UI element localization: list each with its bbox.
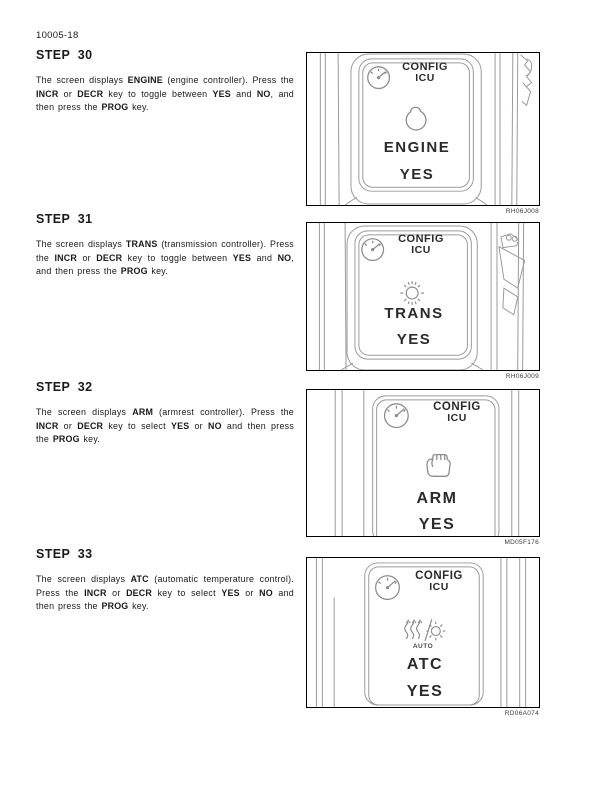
step-31-block (36, 212, 294, 279)
step-30-heading: STEP 30 (36, 48, 93, 62)
fist-icon (427, 455, 450, 477)
sun-icon (400, 281, 424, 305)
screen-label: ENGINE (383, 139, 451, 156)
figure-caption: MD05F176 (504, 539, 539, 546)
screen-header-line1: CONFIG (398, 233, 444, 245)
screen-header-line2: ICU (411, 243, 431, 256)
step-33-paragraph: The screen displays ATC (automatic temperature control). Press the INCR or DECR key to select YES or NO and then press the PROG key. (36, 574, 294, 611)
screen-header-line1: CONFIG (402, 61, 448, 73)
screen-header-line2: ICU (429, 580, 449, 593)
screen-header-line2: ICU (447, 411, 467, 424)
step-30-paragraph: The screen displays ENGINE (engine controller). Press the INCR or DECR key to toggle between YES and NO, and then press the PROG key. (36, 75, 294, 112)
step-32-heading: STEP 32 (36, 380, 93, 394)
screen-header-line2: ICU (415, 71, 435, 84)
screen-header-line1: CONFIG (415, 570, 463, 582)
gauge-icon (385, 404, 409, 428)
screen-value: YES (418, 516, 456, 533)
gauge-icon (376, 576, 400, 600)
screen-header (417, 402, 497, 423)
heat-auto-icon (405, 619, 445, 641)
step-31-paragraph: The screen displays TRANS (transmission controller). Press the INCR or DECR key to toggle between YES and NO, and then press the PROG key. (36, 239, 294, 276)
screen-header (381, 234, 461, 255)
doc-number: 10005-18 (36, 30, 79, 41)
step-32-block (36, 380, 294, 447)
screen-header (385, 62, 465, 83)
screen-label: ATC (406, 656, 444, 673)
figure-caption: RH06J009 (505, 373, 539, 380)
engine-icon (406, 107, 426, 130)
step-31-heading: STEP 31 (36, 212, 93, 226)
step-33-heading: STEP 33 (36, 547, 93, 561)
screen-value: YES (399, 166, 435, 183)
screen-value: YES (396, 331, 432, 348)
figure-engine (306, 52, 540, 215)
figure-atc (306, 557, 540, 717)
screen-value: YES (406, 683, 444, 700)
figure-caption: RD06A074 (504, 710, 539, 717)
figure-trans (306, 222, 540, 380)
screen-header-line1: CONFIG (433, 401, 481, 413)
screen-header (399, 571, 479, 592)
step-30-block (36, 48, 294, 115)
screen-label: TRANS (384, 305, 444, 322)
step-32-paragraph: The screen displays ARM (armrest controller). Press the INCR or DECR key to select YES or NO and then press the PROG key. (36, 407, 295, 444)
auto-label: AUTO (412, 643, 434, 650)
figure-arm (306, 389, 540, 546)
step-33-block (36, 547, 294, 614)
screen-label: ARM (416, 490, 458, 507)
figure-caption: RH06J008 (505, 208, 539, 215)
